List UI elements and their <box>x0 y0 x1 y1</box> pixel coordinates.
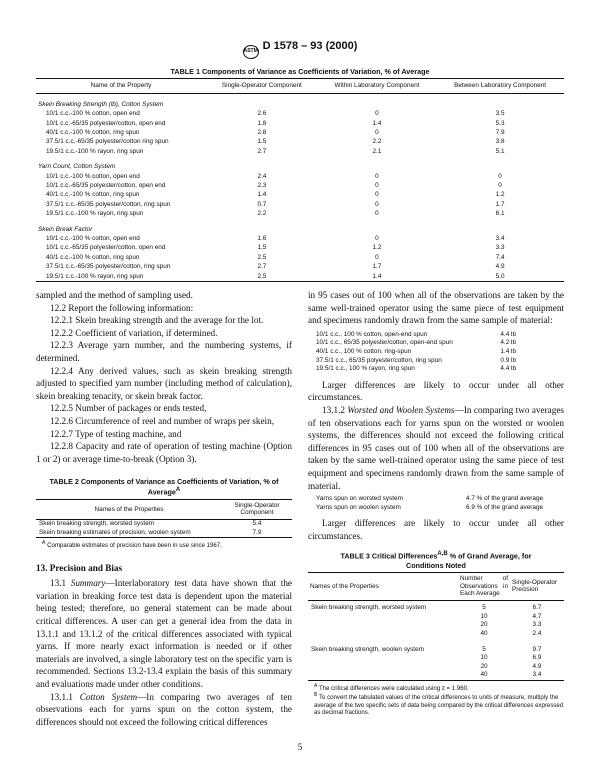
table-cell: 20 <box>480 662 488 670</box>
table2-footnote: $^A$ Comparable estimates of precision have been in use since 1967. <box>42 540 222 550</box>
table-cell: 0 <box>498 181 502 189</box>
table-cell: 0 <box>375 253 379 261</box>
table-cell: 7.9 <box>222 529 292 538</box>
table-row <box>308 663 564 671</box>
table-cell: 5 <box>482 646 486 654</box>
table-row <box>308 646 564 654</box>
table-row <box>36 253 564 262</box>
table-cell: 2.6 <box>257 110 267 118</box>
table2-caption: TABLE 2 Components of Variance as Coefficients of Variation, % of Average$^A$ <box>49 477 279 497</box>
table-cell: 1.7 <box>495 200 505 208</box>
table-row <box>308 613 564 621</box>
table-cell: 9.7 <box>532 646 542 654</box>
table-cell: 2.2 <box>372 138 382 146</box>
right-column <box>308 289 564 716</box>
table-cell: 6.9 <box>532 654 542 662</box>
table-row <box>36 200 564 209</box>
table2 <box>36 499 292 539</box>
table3-header: Number of Observations in Each Average <box>458 572 510 600</box>
paragraph: 13.1 Summary—Interlaboratory test data have shown that the variation in breaking force test data is dependent upon the material being tested; therefore, no general statement can be made about critical differences. A user can get a general idea from the data in 13.1.1 and 13.1.2 of the critical differences associated with typical yarns. If more nearly exact information is needed or if other materials are involved, a single laboratory test on the specific yarn is recommended. Sections 13.2-13.4 explain the basis of this summary and evaluations made under other conditions. <box>36 578 293 690</box>
table-row <box>36 520 292 529</box>
table-cell: 10/1 c.c.-65/35 polyester/cotton, open end <box>46 119 166 127</box>
paragraph: in 95 cases out of 100 when all of the observations are taken by the same well-trained operator using the same piece of test equipment and specimens randomly drawn from the same sample of material: <box>308 290 564 326</box>
paragraph: 12.2.5 Number of packages or ends tested, <box>50 403 207 414</box>
table-row <box>36 262 564 271</box>
table-row <box>36 181 564 190</box>
table-cell: 0 <box>375 172 379 180</box>
table-cell: 5.4 <box>252 520 262 528</box>
table-cell: 1.7 <box>372 263 382 271</box>
table-cell: 2.8 <box>257 128 267 136</box>
table-cell: 1.2 <box>372 244 382 252</box>
list-item: 10/1 c.c., 65/35 polyester/cotton, open-end spun 4.2 lb <box>316 339 516 347</box>
table-cell: 0 <box>498 172 502 180</box>
table-cell: 1.5 <box>257 138 267 146</box>
table1-header: Single-Operator Component <box>206 79 318 94</box>
table-cell: 0 <box>375 210 379 218</box>
table-cell: 40/1 c.c.-100 % cotton, ring spun <box>46 128 140 136</box>
table-cell: 6.1 <box>495 210 505 218</box>
paragraph: Larger differences are likely to occur under all other circumstances. <box>308 518 564 541</box>
paragraph: 12.2.1 Skein breaking strength and the average for the lot. <box>50 315 264 326</box>
table-cell: 0 <box>375 234 379 242</box>
table-cell: 19.5/1 c.c.-100 % rayon, ring spun <box>46 147 144 155</box>
list-item: 19.5/1 c.c., 100 % rayon, ring spun 4.4 lb <box>316 365 516 373</box>
paragraph: 13.1.1 Cotton System—In comparing two averages of ten observations each for yarns spun on the cotton system, the differences should not exceed the following critical differences <box>36 691 292 727</box>
table-cell: 2.1 <box>372 147 382 155</box>
table-row <box>36 190 564 199</box>
paragraph: 12.2.4 Any derived values, such as skein breaking strength adjusted to specified yarn number (including method of calculation), skein breaking tenacity, or skein break factor. <box>36 365 292 401</box>
paragraph: sampled and the method of sampling used. <box>36 290 193 300</box>
document-header <box>0 40 600 59</box>
table-cell: 0 <box>375 128 379 136</box>
table-cell: 0.7 <box>257 200 267 208</box>
page-number: 5 <box>297 742 303 752</box>
table-row <box>308 604 564 612</box>
section-title: 13. Precision and Bias <box>36 562 123 573</box>
table-row <box>36 147 564 156</box>
table-cell: Skein breaking estimates of precision, woolen system <box>36 529 222 538</box>
table-cell: 3.4 <box>510 671 564 680</box>
table-cell: 2.5 <box>206 272 318 282</box>
paragraph: 12.2.8 Capacity and rate of operation of testing machine (Option 1 or 2) or average time-to-break (Option 3). <box>36 441 292 464</box>
table3-header: Names of the Properties <box>308 572 458 600</box>
table-cell: 4.7 <box>532 612 542 620</box>
table2-header: Names of the Properties <box>36 499 222 519</box>
table-cell: 37.5/1 c.c.-65/35 polyester/cotton, ring spun <box>46 263 171 271</box>
table-cell: 10 <box>480 654 488 662</box>
table-cell: 4.9 <box>495 263 505 271</box>
critical-differences-wool <box>316 495 564 512</box>
table-cell: 5.1 <box>495 147 505 155</box>
table-cell: 2.5 <box>257 253 267 261</box>
left-column <box>36 289 292 728</box>
table-cell: 19.5/1 c.c.-100 % rayon, ring spun <box>36 272 206 282</box>
table-row <box>36 243 564 252</box>
table-cell: 1.4 <box>372 119 382 127</box>
table-cell: 2.2 <box>257 210 267 218</box>
table-cell: 0 <box>375 110 379 118</box>
table-cell: 5.3 <box>495 119 505 127</box>
table-row <box>36 209 564 218</box>
table-row <box>36 172 564 181</box>
critical-differences-cotton <box>316 331 516 374</box>
table-row <box>308 630 564 638</box>
paragraph: 12.2.7 Type of testing machine, and <box>50 428 182 439</box>
table-cell: 3.4 <box>495 234 505 242</box>
designation: D 1578 – 93 (2000) <box>262 40 358 52</box>
table-cell: 1.6 <box>257 234 267 242</box>
table-row <box>36 272 564 282</box>
astm-logo-icon: ASTM <box>243 45 259 59</box>
table-cell: 40/1 c.c.-100 % cotton, ring spun <box>46 253 140 261</box>
table3-header: Single-Operator Precision <box>510 572 564 600</box>
table-row <box>36 109 564 118</box>
list-item: 10/1 c.c., 100 % cotton, open-end spun 4.4 lb <box>316 330 516 338</box>
table-row <box>36 128 564 137</box>
table1-caption: TABLE 1 Components of Variance as Coefficients of Variation, % of Average <box>170 67 430 76</box>
table-cell: 2.4 <box>257 172 267 180</box>
table3 <box>308 572 564 681</box>
table-cell: 37.5/1 c.c.-65/35 polyester/cotton ring spun <box>46 138 169 146</box>
table-cell: 3.8 <box>495 138 505 146</box>
table1-header: Within Laboratory Component <box>318 79 436 94</box>
table1-header: Between Laboratory Component <box>436 79 564 94</box>
table-row <box>308 654 564 662</box>
list-item: 40/1 c.c., 100 % cotton, ring-spun 1.4 lb <box>316 347 516 355</box>
table-cell: 20 <box>480 621 488 629</box>
table-cell: 7.4 <box>495 253 505 261</box>
table-cell: 10/1 c.c.-100 % cotton, open end <box>46 110 140 118</box>
table-row <box>308 621 564 629</box>
table-cell: 3.3 <box>495 244 505 252</box>
table-cell: 10/1 c.c.-100 % cotton, open end <box>46 234 140 242</box>
table1-section-title: Skein Break Factor <box>38 225 93 233</box>
table-cell: 0 <box>375 181 379 189</box>
table-cell: Skein breaking strength, worsted system <box>39 520 155 528</box>
paragraph: 12.2.2 Coefficient of variation, if determined. <box>50 327 218 338</box>
table1-section-title: Yarn Count, Cotton System <box>38 163 116 171</box>
table-cell: 1.8 <box>257 119 267 127</box>
table-cell: 19.5/1 c.c.-100 % rayon, ring spun <box>46 210 144 218</box>
table-cell: 7.9 <box>495 128 505 136</box>
table-cell: 2.3 <box>257 181 267 189</box>
table-cell: 40 <box>480 629 488 637</box>
table-row <box>36 119 564 128</box>
table-cell: 3.3 <box>532 621 542 629</box>
table-cell: 37.5/1 c.c.-65/35 polyester/cotton, ring spun <box>46 200 171 208</box>
table-cell: 1.4 <box>318 272 436 282</box>
table-cell: 0 <box>375 200 379 208</box>
table-row <box>308 671 564 680</box>
paragraph: 13.1.2 Worsted and Woolen Systems—In comparing two averages of ten observations each for yarns spun on the worsted or woolen systems, the differences should not exceed the following critical differences in 95 cases out of 100 when all of the observations are taken by the same well-trained operator using the same piece of test equipment and specimens randomly drawn from the same sample of material. <box>308 404 565 491</box>
list-item: Yarns spun on woolen system 6.9 % of the grand average <box>316 503 544 511</box>
table3-footnote-b: $^B$ To convert the tabulated values of the critical differences to units of measure, multiply the average of the two specific sets of data being compared by the critical differences expressed as decimal fractions. <box>314 692 564 716</box>
list-item: Yarns spun on worsted system 4.7 % of the grand average <box>316 495 544 503</box>
table1-section-title: Skein Breaking Strength (lb), Cotton System <box>38 100 164 108</box>
table-cell: 5.0 <box>436 272 564 282</box>
table-cell: 4.9 <box>532 662 542 670</box>
table-cell: 0 <box>375 191 379 199</box>
table-row <box>36 234 564 243</box>
table-cell: 10/1 c.c.-65/35 polyester/cotton, open end <box>46 181 166 189</box>
table-cell: 2.7 <box>257 147 267 155</box>
paragraph: 12.2 Report the following information: <box>50 302 194 313</box>
table-cell: 40/1 c.c.-100 % cotton, ring spun <box>46 191 140 199</box>
table-cell: 1.4 <box>257 191 267 199</box>
table-row <box>36 529 292 538</box>
table-row <box>36 137 564 146</box>
list-item: 37.5/1 c.c., 65/35 polyester/cotton, ring spun 0.9 lb <box>316 356 516 364</box>
table3-footnote-a: $^A$ The critical differences were calculated using z = 1.960. <box>314 682 469 692</box>
table-cell: 1.5 <box>257 244 267 252</box>
table-cell: Skein breaking strength, worsted system <box>311 604 427 612</box>
table3-caption: TABLE 3 Critical Differences$^{A,B}$ % of Grand Average, for Conditions Noted <box>340 551 532 570</box>
table1 <box>36 78 564 282</box>
table-cell: 40 <box>458 671 510 680</box>
table1-header: Name of the Property <box>36 79 206 94</box>
table-cell: 5 <box>482 604 486 612</box>
table-cell: 6.7 <box>532 604 542 612</box>
table-cell: 10 <box>480 612 488 620</box>
table-cell: 10/1 c.c.-65/35 polyester/cotton, open end <box>46 244 166 252</box>
table-cell: 1.2 <box>495 191 505 199</box>
paragraph: Larger differences are likely to occur under all other circumstances. <box>308 379 564 403</box>
table-cell: 2.4 <box>532 629 542 637</box>
table-cell: 10/1 c.c.-100 % cotton, open end <box>46 172 140 180</box>
paragraph: 12.2.6 Circumference of reel and number of wraps per skein, <box>50 415 274 426</box>
table-cell: 2.7 <box>257 263 267 271</box>
table-cell: Skein breaking strength, woolen system <box>311 646 424 654</box>
table2-header: Single-Operator Component <box>222 499 292 519</box>
paragraph: 12.2.3 Average yarn number, and the numbering systems, if determined. <box>36 340 292 363</box>
table-cell: 3.5 <box>495 110 505 118</box>
